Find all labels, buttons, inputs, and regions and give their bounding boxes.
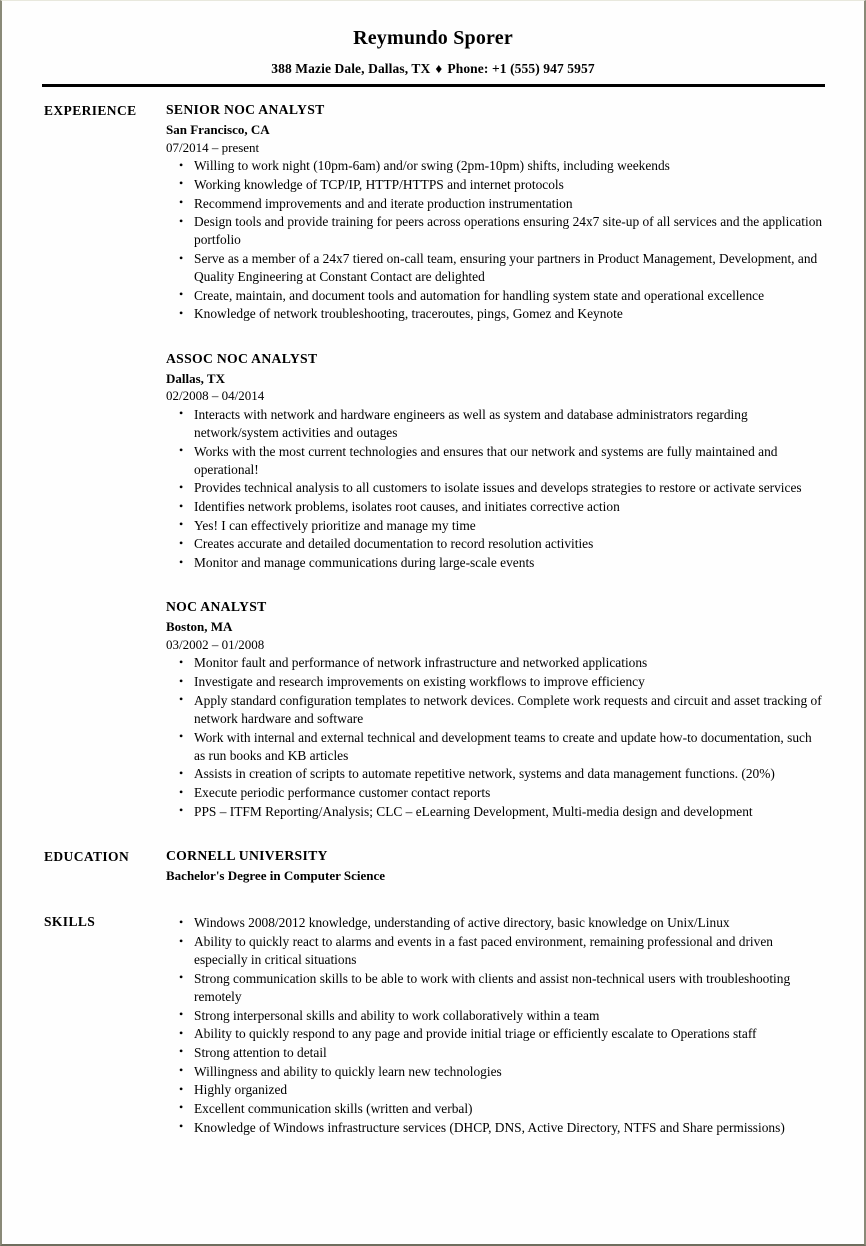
job-location: San Francisco, CA bbox=[166, 122, 270, 138]
contact-address: 388 Mazie Dale, Dallas, TX bbox=[271, 61, 431, 76]
list-item: • Windows 2008/2012 knowledge, understanding of active directory, basic knowledge on Unix/Linux bbox=[166, 914, 824, 932]
skills-bullets bbox=[166, 914, 824, 1136]
list-item: • Monitor fault and performance of network infrastructure and networked applications bbox=[166, 654, 824, 672]
resume-content bbox=[2, 87, 864, 1137]
candidate-name: Reymundo Sporer bbox=[353, 27, 513, 49]
list-item: • Strong interpersonal skills and ability to work collaboratively within a team bbox=[166, 1007, 824, 1025]
job-location: Boston, MA bbox=[166, 619, 233, 635]
job-dates: 07/2014 – present bbox=[166, 139, 260, 155]
job-bullets bbox=[166, 406, 824, 572]
section-skills bbox=[44, 914, 824, 1137]
list-item: • Recommend improvements and and iterate production instrumentation bbox=[166, 195, 824, 213]
list-item: • Ability to quickly respond to any page and provide initial triage or efficiently escalate to Operations staff bbox=[166, 1025, 824, 1043]
section-experience bbox=[44, 101, 824, 821]
experience-entry bbox=[166, 350, 824, 573]
list-item: • Willingness and ability to quickly learn new technologies bbox=[166, 1063, 824, 1081]
list-item: • Monitor and manage communications during large-scale events bbox=[166, 554, 824, 572]
job-bullets bbox=[166, 654, 824, 820]
list-item: • PPS – ITFM Reporting/Analysis; CLC – eLearning Development, Multi-media design and development bbox=[166, 803, 824, 821]
list-item: • Interacts with network and hardware engineers as well as system and database administrators regarding network/system activities and outages bbox=[166, 406, 824, 442]
resume-sheet bbox=[2, 1, 864, 1244]
job-title: NOC ANALYST bbox=[166, 599, 267, 615]
education-entries bbox=[166, 847, 824, 885]
list-item: • Strong communication skills to be able to work with clients and assist non-technical users with troubleshooting remotely bbox=[166, 970, 824, 1006]
list-item: • Create, maintain, and document tools and automation for handling system state and operational excellence bbox=[166, 287, 824, 305]
list-item: • Knowledge of network troubleshooting, traceroutes, pings, Gomez and Keynote bbox=[166, 305, 824, 323]
experience-entry bbox=[166, 598, 824, 821]
education-school: CORNELL UNIVERSITY bbox=[166, 847, 328, 863]
job-dates: 02/2008 – 04/2014 bbox=[166, 388, 265, 404]
section-education bbox=[44, 847, 824, 885]
list-item: • Identifies network problems, isolates root causes, and initiates corrective action bbox=[166, 498, 824, 516]
list-item: • Knowledge of Windows infrastructure services (DHCP, DNS, Active Directory, NTFS and Share permissions) bbox=[166, 1119, 824, 1137]
list-item: • Working knowledge of TCP/IP, HTTP/HTTPS and internet protocols bbox=[166, 176, 824, 194]
experience-entry bbox=[166, 101, 824, 324]
list-item: • Creates accurate and detailed documentation to record resolution activities bbox=[166, 535, 824, 553]
section-label-skills: SKILLS bbox=[44, 913, 96, 929]
list-item: • Works with the most current technologies and ensures that our network and systems are fully maintained and operational! bbox=[166, 443, 824, 479]
list-item: • Strong attention to detail bbox=[166, 1044, 824, 1062]
list-item: • Excellent communication skills (written and verbal) bbox=[166, 1100, 824, 1118]
job-bullets bbox=[166, 157, 824, 323]
list-item: • Work with internal and external technical and development teams to create and update how-to documentation, such as run books and KB articles bbox=[166, 729, 824, 765]
contact-phone: Phone: +1 (555) 947 5957 bbox=[447, 61, 595, 76]
job-location: Dallas, TX bbox=[166, 370, 225, 386]
list-item: • Assists in creation of scripts to automate repetitive network, systems and data management functions. (20%) bbox=[166, 765, 824, 783]
education-degree: Bachelor's Degree in Computer Science bbox=[166, 867, 386, 883]
list-item: • Willing to work night (10pm-6am) and/or swing (2pm-10pm) shifts, including weekends bbox=[166, 157, 824, 175]
job-title: ASSOC NOC ANALYST bbox=[166, 350, 318, 366]
resume-header bbox=[2, 1, 864, 87]
skills-entries bbox=[166, 914, 824, 1137]
section-label-experience: EXPERIENCE bbox=[44, 103, 137, 118]
list-item: • Yes! I can effectively prioritize and manage my time bbox=[166, 517, 824, 535]
list-item: • Provides technical analysis to all customers to isolate issues and develops strategies to restore or activate services bbox=[166, 479, 824, 497]
list-item: • Highly organized bbox=[166, 1081, 824, 1099]
list-item: • Investigate and research improvements on existing workflows to improve efficiency bbox=[166, 673, 824, 691]
list-item: • Execute periodic performance customer contact reports bbox=[166, 784, 824, 802]
list-item: • Serve as a member of a 24x7 tiered on-call team, ensuring your partners in Product Management, Development, and Quality Engineering at Constant Contact are delighted bbox=[166, 250, 824, 286]
diamond-separator-icon: ♦ bbox=[435, 61, 443, 76]
list-item: • Design tools and provide training for peers across operations ensuring 24x7 site-up of all services and the application portfolio bbox=[166, 213, 824, 249]
list-item: • Apply standard configuration templates to network devices. Complete work requests and circuit and asset tracking of network hardware and software bbox=[166, 692, 824, 728]
list-item: • Ability to quickly react to alarms and events in a fast paced environment, remaining professional and driven especially in critical situations bbox=[166, 933, 824, 969]
job-dates: 03/2002 – 01/2008 bbox=[166, 636, 265, 652]
education-entry bbox=[166, 847, 824, 885]
contact-line bbox=[2, 61, 864, 77]
job-title: SENIOR NOC ANALYST bbox=[166, 102, 325, 117]
section-label-education: EDUCATION bbox=[44, 848, 130, 864]
experience-entries bbox=[166, 101, 824, 821]
